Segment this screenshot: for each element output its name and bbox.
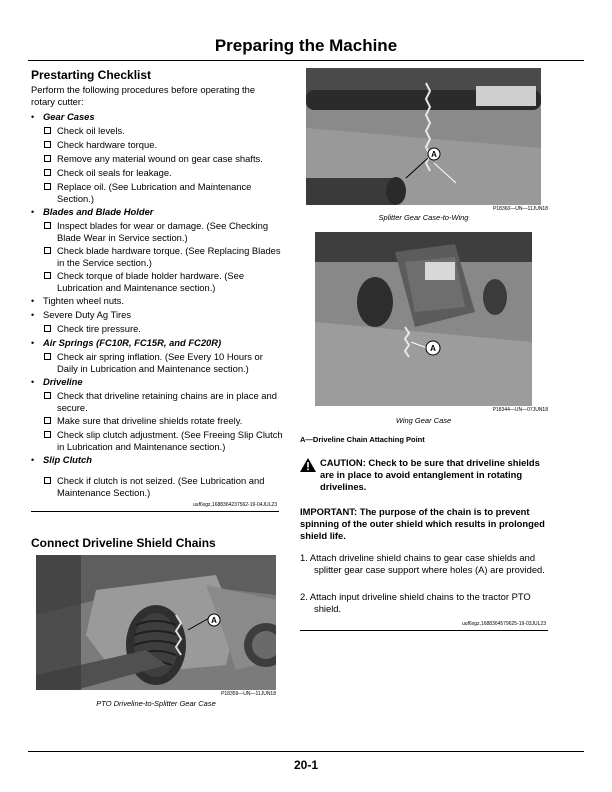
pto-driveline-photo bbox=[36, 555, 276, 690]
pto-driveline-image bbox=[36, 555, 276, 690]
checkbox-icon[interactable] bbox=[44, 155, 51, 162]
checkbox-icon[interactable] bbox=[44, 477, 51, 484]
checkbox-icon[interactable] bbox=[44, 127, 51, 134]
photo-code: P18344—UN—07JUN18 bbox=[492, 407, 548, 413]
checkbox-icon[interactable] bbox=[44, 141, 51, 148]
checklist-item[interactable]: Check torque of blade holder hardware. (See Lubrication and Maintenance section.) bbox=[44, 270, 284, 294]
section-title: Tighten wheel nuts. bbox=[43, 295, 124, 306]
section-title: Driveline bbox=[43, 376, 83, 387]
photo-caption: Splitter Gear Case-to-Wing bbox=[378, 213, 469, 222]
wing-gear-case-image bbox=[315, 232, 532, 406]
checklist-section-slip-clutch: • Slip Clutch bbox=[31, 454, 92, 465]
checkbox-icon[interactable] bbox=[44, 417, 51, 424]
section-title: Slip Clutch bbox=[43, 454, 92, 465]
checkbox-icon[interactable] bbox=[44, 183, 51, 190]
checkbox-icon[interactable] bbox=[44, 353, 51, 360]
checkbox-icon[interactable] bbox=[44, 169, 51, 176]
checklist-section-tires: • Severe Duty Ag Tires bbox=[31, 309, 132, 320]
wing-gear-case-photo bbox=[315, 232, 532, 406]
checklist-section-air-springs: • Air Springs (FC10R, FC15R, and FC20R) bbox=[31, 337, 222, 348]
checkbox-icon[interactable] bbox=[44, 431, 51, 438]
checkbox-icon[interactable] bbox=[44, 272, 51, 279]
checklist-item[interactable]: Check blade hardware torque. (See Replacing Blades in the Service section.) bbox=[44, 245, 284, 269]
footer-rule bbox=[28, 751, 584, 752]
checklist-item[interactable]: Check tire pressure. bbox=[44, 323, 284, 335]
section-title: Blades and Blade Holder bbox=[43, 206, 154, 217]
page-title: Preparing the Machine bbox=[214, 36, 398, 55]
section-divider bbox=[300, 630, 548, 631]
step-2: 2. Attach input driveline shield chains to the tractor PTO shield. bbox=[300, 591, 531, 614]
checklist-section-gear-cases: • Gear Cases bbox=[31, 111, 95, 122]
doc-ref-code: uuf6xgz,1688364579625-19-03JUL23 bbox=[462, 621, 546, 627]
callout-a-label: A bbox=[211, 616, 217, 625]
prestart-intro: Perform the following procedures before operating the rotary cutter: bbox=[31, 84, 256, 107]
page-number: 20-1 bbox=[293, 758, 319, 772]
checklist-item[interactable]: Remove any material wound on gear case shafts. bbox=[44, 153, 284, 165]
doc-ref-code: uuf6xgz,1688364237562-19-04JUL23 bbox=[193, 502, 277, 508]
caution-block bbox=[300, 457, 550, 493]
checklist-item[interactable]: Check air spring inflation. (See Every 10 Hours or Daily in Lubrication and Maintenance section.) bbox=[44, 351, 284, 375]
checklist-item[interactable]: Check that driveline retaining chains are in place and secure. bbox=[44, 390, 284, 414]
checklist-section-blades: • Blades and Blade Holder bbox=[31, 206, 154, 217]
photo-code: P18359—UN—11JUN18 bbox=[221, 691, 276, 697]
section-title: Severe Duty Ag Tires bbox=[43, 309, 132, 320]
connect-heading: Connect Driveline Shield Chains bbox=[31, 536, 216, 550]
checklist-item[interactable]: Make sure that driveline shields rotate freely. bbox=[44, 415, 284, 427]
section-title: Gear Cases bbox=[43, 111, 95, 122]
checkbox-icon[interactable] bbox=[44, 392, 51, 399]
checklist-item[interactable]: Inspect blades for wear or damage. (See Checking Blade Wear in Service section.) bbox=[44, 220, 284, 244]
checklist-item[interactable]: Check if clutch is not seized. (See Lubrication and Maintenance Section.) bbox=[44, 475, 284, 499]
warning-triangle-icon bbox=[300, 458, 316, 472]
checkbox-icon[interactable] bbox=[44, 222, 51, 229]
checkbox-icon[interactable] bbox=[44, 247, 51, 254]
prestart-heading: Prestarting Checklist bbox=[31, 68, 152, 82]
section-title: Air Springs (FC10R, FC15R, and FC20R) bbox=[43, 337, 222, 348]
checklist-item[interactable]: Replace oil. (See Lubrication and Maintenance Section.) bbox=[44, 181, 284, 205]
checklist-item[interactable]: Check hardware torque. bbox=[44, 139, 284, 151]
photo-caption: Wing Gear Case bbox=[395, 416, 452, 425]
checklist-section-wheel-nuts: • Tighten wheel nuts. bbox=[31, 295, 124, 306]
step-1: 1. Attach driveline shield chains to gear case shields and splitter gear case support where holes (A) are provided. bbox=[300, 552, 545, 575]
legend-callout-a: A—Driveline Chain Attaching Point bbox=[300, 435, 425, 444]
photo-code: P18360—UN—11JUN18 bbox=[493, 206, 548, 212]
callout-a-label: A bbox=[431, 150, 437, 159]
photo-caption: PTO Driveline-to-Splitter Gear Case bbox=[96, 699, 216, 708]
caution-text: CAUTION: Check to be sure that driveline shields are in place to avoid entanglement in rotating drivelines. bbox=[320, 457, 540, 492]
checklist-item[interactable]: Check oil seals for leakage. bbox=[44, 167, 284, 179]
important-note: IMPORTANT: The purpose of the chain is to prevent spinning of the outer shield which results in prolonged shield life. bbox=[300, 506, 545, 541]
splitter-gear-case-image bbox=[306, 68, 541, 205]
checkbox-icon[interactable] bbox=[44, 325, 51, 332]
header-rule bbox=[28, 60, 584, 61]
checklist-section-driveline: • Driveline bbox=[31, 376, 83, 387]
checklist-item[interactable]: Check slip clutch adjustment. (See Freeing Slip Clutch in Lubrication and Maintenance section.) bbox=[44, 429, 284, 453]
checklist-item[interactable]: Check oil levels. bbox=[44, 125, 284, 137]
callout-a-label: A bbox=[430, 344, 436, 353]
splitter-gear-case-photo bbox=[306, 68, 541, 205]
section-divider bbox=[31, 511, 279, 512]
